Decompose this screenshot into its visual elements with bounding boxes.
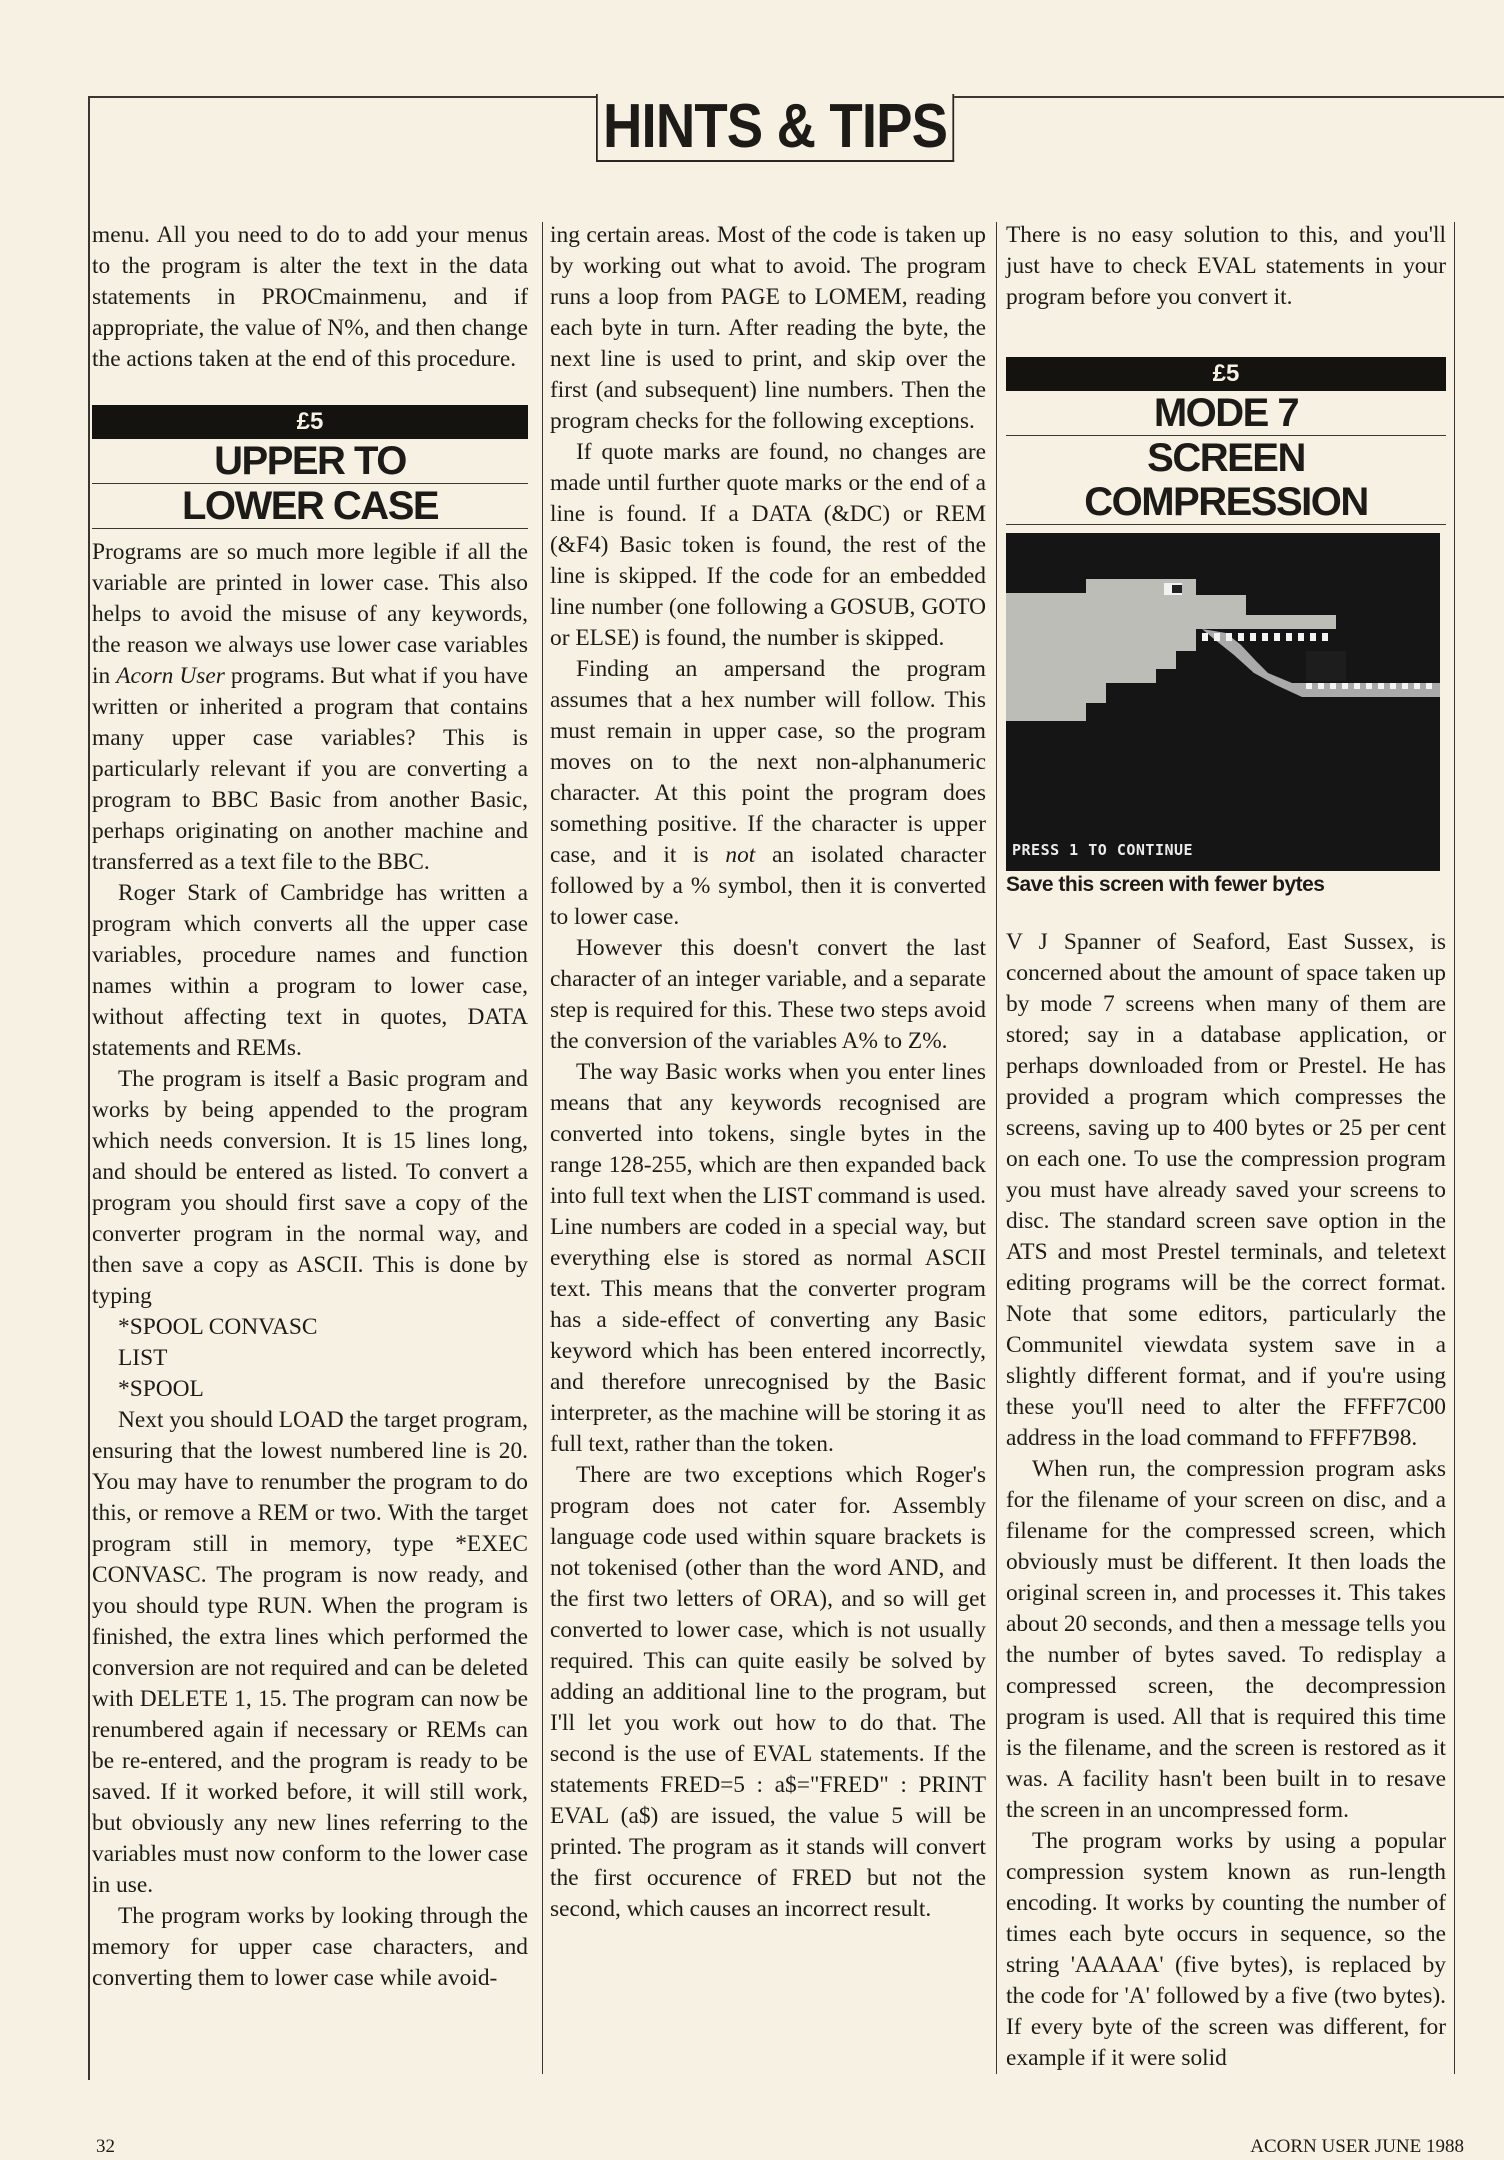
column-rule [542, 222, 543, 2074]
paragraph: ing certain areas. Most of the code is taken up by working out what to avoid. The program runs a loop from PAGE to LOMEM, reading each byte in turn. After reading the byte, the next line is used to print, and skip over the first (and subsequent) line numbers. Then the program checks for the following exceptions. [550, 222, 986, 434]
text-run: programs. But what if you have written or inherited a program that contains many upper case variables? This is particularly relevant if you are converting a program to BBC Basic from another Basic, perhaps originating on another machine and transferred as a text file to the BBC. [92, 663, 528, 875]
paragraph: Next you should LOAD the target program, ensuring that the lowest numbered line is 20. You may have to renumber the program to do this, or remove a REM or two. With the target program still in memory, type *EXEC CONVASC. The program is now ready, and you should type RUN. When the program is finished, the extra lines which performed the conversion are not required and can be deleted with DELETE 1, 15. The program can now be renumbered again if necessary or REMs can be re-entered, and the program is ready to be saved. If it worked before, it will still work, but obviously any new lines referring to the variables must now conform to the lower case in use. [92, 1407, 528, 1898]
price-badge: £5 [1006, 357, 1446, 391]
paragraph: However this doesn't convert the last character of an integer variable, and a separate step is required for this. These two steps avoid the conversion of the variables A% to Z%. [550, 935, 986, 1054]
column-rule [996, 222, 997, 2074]
left-frame-rule [88, 96, 90, 2080]
article-heading-box [92, 405, 528, 529]
paragraph: There is no easy solution to this, and you'll just have to check EVAL statements in your program before you convert it. [1006, 222, 1446, 310]
article-title-line: UPPER TO [92, 439, 528, 484]
code-line: LIST [118, 1345, 168, 1371]
italic-run: Acorn User [116, 663, 225, 689]
text-run: an isolated character followed by a % symbol, then it is converted to lower case. [550, 842, 987, 930]
paragraph: menu. All you need to do to add your menus to the program is alter the text in the data statements in PROCmainmenu, and if appropriate, the value of N%, and then change the actions taken at the end of this procedure. [92, 222, 528, 372]
column-3 [1006, 220, 1446, 2074]
screen-prompt: PRESS 1 TO CONTINUE [1012, 841, 1194, 859]
paragraph: There are two exceptions which Roger's program does not cater for. Assembly language code used within square brackets is not tokenised (other than the word AND, and the first two letters of ORA), and so will get converted to lower case, which is not usually required. This can quite easily be solved by adding an additional line to the program, but I'll let you work out how to do that. The second is the use of EVAL statements. If the statements FRED=5 : a$="FRED" : PRINT EVAL (a$) are issued, the value 5 will be printed. The program as it stands will convert the first occurence of FRED but not the second, which causes an incorrect result. [550, 1462, 986, 1922]
paragraph [92, 537, 528, 878]
mode7-screenshot [1006, 533, 1440, 871]
article-title [92, 439, 528, 529]
text-run: Programs are so much more legible if all the variable are printed in lower case. This also helps to avoid the misuse of any keywords, the reason we always use lower case variables in [92, 539, 528, 689]
column-1 [92, 220, 528, 1994]
paragraph: The program works by using a popular compression system known as run-length encoding. It works by counting the number of times each byte occurs in sequence, so the string 'AAAAA' (five bytes), is replaced by the code for 'A' followed by a five (two bytes). If every byte of the screen was different, for example if it were solid [1006, 1828, 1446, 2071]
issue-label: ACORN USER JUNE 1988 [1250, 2136, 1464, 2157]
code-line: *SPOOL [118, 1376, 204, 1402]
paragraph: The way Basic works when you enter lines means that any keywords recognised are converted into tokens, single bytes in the range 128-255, which are then expanded back into full text when the LIST command is used. Line numbers are coded in a special way, but everything else is stored as normal ASCII text. This means that the converter program has a side-effect of converting any Basic keyword which has been entered incorrectly, and therefore unrecognised by the Basic interpreter, as the machine will be storing it as full text, rather than the token. [550, 1059, 986, 1457]
article-title-line: MODE 7 [1006, 391, 1446, 436]
column-2 [550, 220, 986, 1925]
paragraph: The program works by looking through the memory for upper case characters, and converting them to lower case while avoid- [92, 1903, 528, 1991]
price-badge: £5 [92, 405, 528, 439]
section-title: HINTS & TIPS [596, 94, 954, 162]
page-number: 32 [96, 2136, 115, 2157]
text-run: Finding an ampersand the program assumes that a hex number will follow. This must remain in upper case, so the program moves on to the next non-alphanumeric character. At this point the program does something positive. If the character is upper case, and it is [550, 656, 986, 868]
crocodile-graphic [1006, 533, 1440, 871]
paragraph: V J Spanner of Seaford, East Sussex, is concerned about the amount of space taken up by mode 7 screens when many of them are stored; say in a database application, or perhaps downloaded from or Prestel. He has provided a program which compresses the screens, saving up to 400 bytes or 25 per cent on each one. To use the compression program you must have already saved your screens to disc. The standard screen save option in the ATS and most Prestel terminals, and teletext editing programs will be the correct format. Note that some editors, particularly the Communitel viewdata system save in a slightly different format, and if you're using these you'll need to alter the FFFF7C00 address in the load command to FFFF7B98. [1006, 929, 1446, 1451]
paragraph: Roger Stark of Cambridge has written a program which converts all the upper case variables, procedure names and function names within a program to lower case, without affecting text in quotes, DATA statements and REMs. [92, 880, 528, 1061]
article-title [1006, 391, 1446, 525]
paragraph: If quote marks are found, no changes are made until further quote marks or the end of a line is found. If a DATA (&DC) or REM (&F4) Basic token is found, the rest of the line is skipped. If the code for an embedded line number (one following a GOSUB, GOTO or ELSE) is found, the number is skipped. [550, 439, 986, 651]
article-title-line: LOWER CASE [181, 484, 439, 528]
article-title-line: SCREEN COMPRESSION [1084, 436, 1368, 524]
column-rule [1454, 222, 1455, 2074]
paragraph: When run, the compression program asks for the filename of your screen on disc, and a filename for the compressed screen, which obviously must be different. It then loads the original screen in, and processes it. This takes about 20 seconds, and then a message tells you the number of bytes saved. To redisplay a compressed screen, the decompression program is used. All that is required this time is the filename, and the screen is restored as it was. A facility hasn't been built in to resave the screen in an uncompressed form. [1006, 1456, 1446, 1823]
figure-caption: Save this screen with fewer bytes [1006, 873, 1325, 896]
paragraph: The program is itself a Basic program and works by being appended to the program which needs conversion. It is 15 lines long, and should be entered as listed. To convert a program you should first save a copy of the converter program in the normal way, and then save a copy as ASCII. This is done by typing [92, 1066, 528, 1309]
paragraph [550, 654, 986, 933]
italic-run: not [725, 842, 756, 868]
article-heading-box [1006, 357, 1446, 525]
code-line: *SPOOL CONVASC [118, 1314, 318, 1340]
